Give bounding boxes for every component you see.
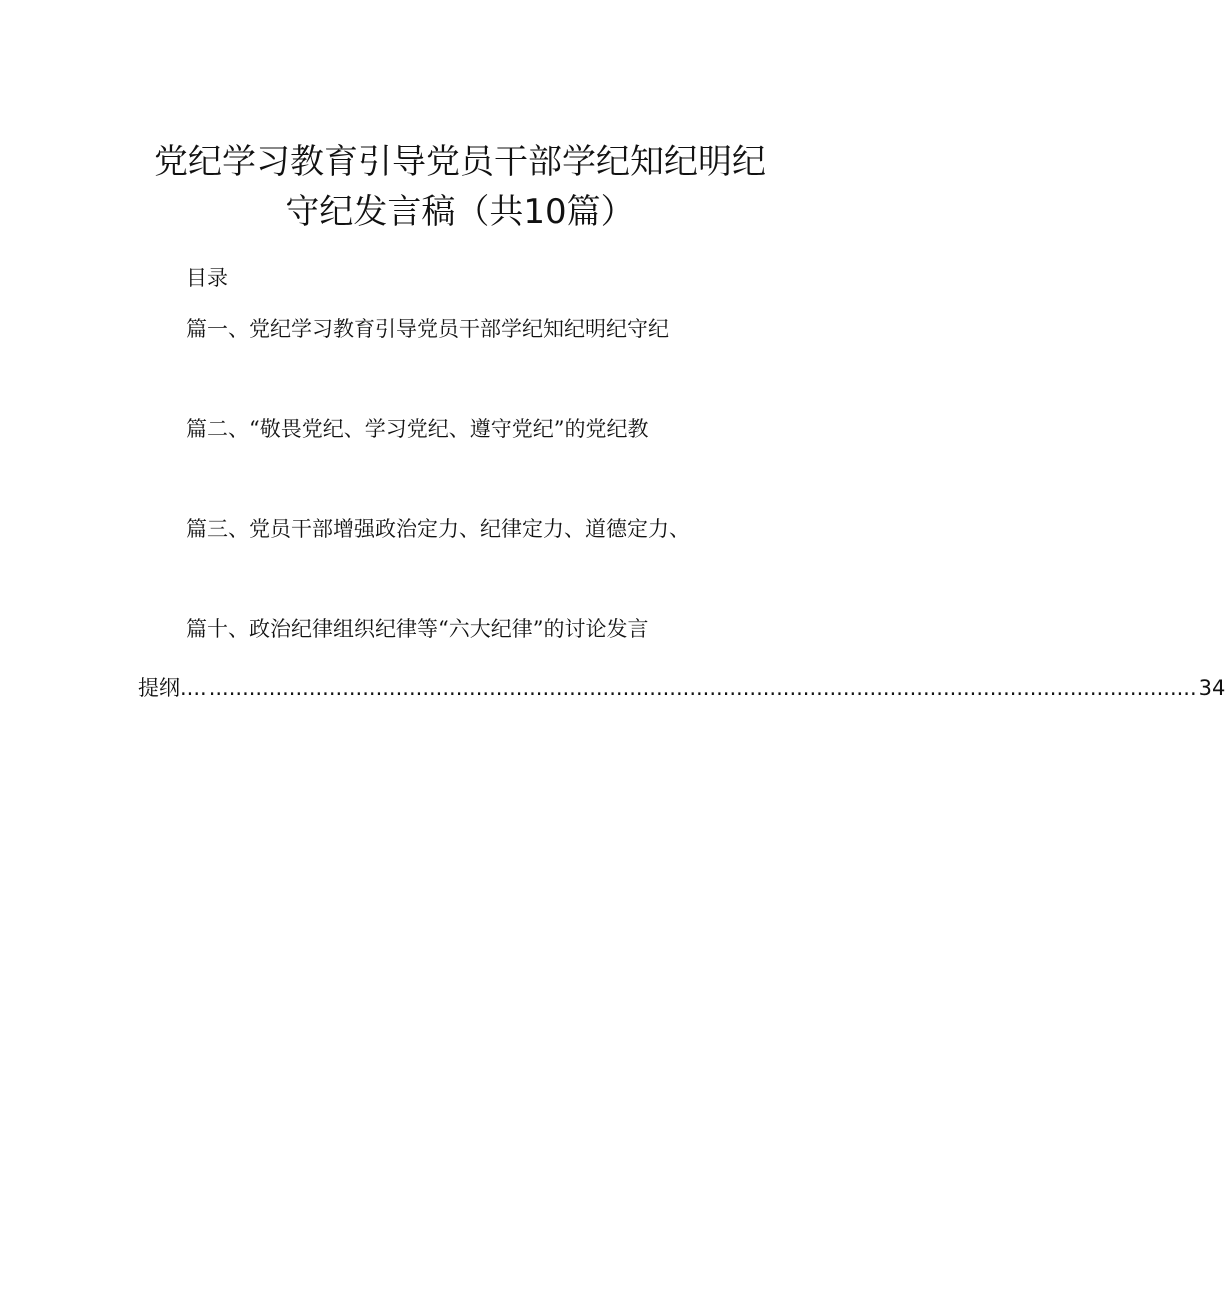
toc-item-1[interactable]: 篇一、党纪学习教育引导党员干部学纪知纪明纪守纪 — [186, 317, 669, 341]
toc-page-number: 34 — [1198, 676, 1225, 700]
toc-item-10[interactable]: 篇十、政治纪律组织纪律等“六大纪律”的讨论发言 — [186, 617, 649, 641]
document-title-line-2: 守纪发言稿（共10篇） — [285, 192, 635, 232]
toc-heading: 目录 — [186, 266, 228, 290]
toc-item-10-continuation[interactable] — [138, 672, 1225, 704]
document-title-line-1: 党纪学习教育引导党员干部学纪知纪明纪 — [154, 142, 766, 182]
toc-item-3[interactable]: 篇三、党员干部增强政治定力、纪律定力、道德定力、 — [186, 517, 690, 541]
toc-item-2[interactable]: 篇二、“敬畏党纪、学习党纪、遵守党纪”的党纪教 — [186, 417, 649, 441]
toc-continuation-text: 提纲.... — [138, 676, 207, 700]
toc-dot-leader: .................................................................................................................................................... — [208, 676, 1197, 700]
